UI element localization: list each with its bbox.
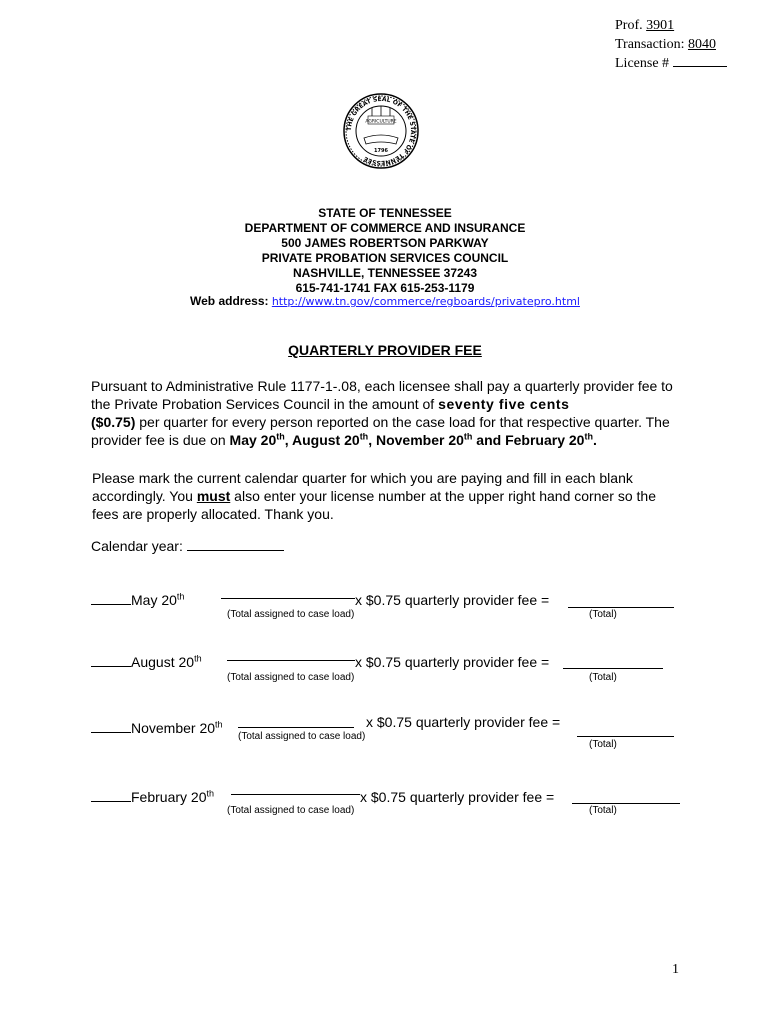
instructions-paragraph — [92, 469, 667, 523]
may-label: May 20 — [131, 592, 177, 608]
november-caseload-field[interactable] — [238, 727, 354, 728]
license-label: License # — [615, 56, 670, 71]
august-checkbox-blank[interactable] — [91, 666, 131, 667]
header-council: PRIVATE PROBATION SERVICES COUNCIL — [261, 251, 509, 265]
february-total-caption: (Total) — [589, 805, 617, 816]
prof-label: Prof. — [615, 18, 643, 33]
instructions-must: must — [196, 488, 231, 504]
license-line — [615, 54, 727, 73]
intro-amount-number: ($0.75) — [91, 414, 136, 430]
november-checkbox-blank[interactable] — [91, 732, 131, 733]
quarter-row-august: August 20th — [91, 654, 202, 670]
february-checkbox-blank[interactable] — [91, 801, 131, 802]
intro-amount-words: seventy five cents — [438, 396, 570, 412]
transaction-value: 8040 — [687, 37, 716, 52]
header-address: 500 JAMES ROBERTSON PARKWAY — [281, 236, 489, 250]
february-caseload-field[interactable] — [231, 794, 360, 795]
web-address-line — [0, 294, 770, 308]
august-caseload-caption: (Total assigned to case load) — [227, 672, 355, 683]
intro-paragraph: Pursuant to Administrative Rule 1177-1-.08, each licensee shall pay a quarterly provider fee to the Private Probation Services Council in the amount of seventy five cents ($0.75) per quarter for every person reported on the case load for that respective quarter. The provider fee is due on May 20th, August 20th, November 20th and February 20th. — [91, 378, 673, 448]
august-total-caption: (Total) — [589, 672, 617, 683]
february-fee-text: x $0.75 quarterly provider fee = — [360, 789, 555, 805]
november-fee-text: x $0.75 quarterly provider fee = — [366, 714, 561, 730]
quarter-row-february: February 20th — [91, 789, 214, 805]
may-caseload-field[interactable] — [221, 598, 355, 599]
february-label: February 20 — [131, 789, 207, 805]
intro-text-2: per quarter for every person reported on the case load for that respective quarter. The provider fee is due on — [91, 414, 670, 448]
header-department: DEPARTMENT OF COMMERCE AND INSURANCE — [244, 221, 526, 235]
web-address-link[interactable]: http://www.tn.gov/commerce/regboards/privatepro.html — [271, 295, 580, 308]
quarter-row-november: November 20th — [91, 720, 223, 736]
may-checkbox-blank[interactable] — [91, 604, 131, 605]
august-caseload-field[interactable] — [227, 660, 355, 661]
header-state: STATE OF TENNESSEE — [318, 206, 452, 220]
due-date-august: August 20th — [292, 431, 369, 448]
february-total-field[interactable] — [572, 803, 680, 804]
instructions-text-2: also enter your license number at the upper right hand corner so the fees are properly allocated. Thank you. — [92, 488, 656, 522]
prof-line — [615, 16, 727, 35]
prof-value: 3901 — [646, 18, 675, 33]
may-caseload-caption: (Total assigned to case load) — [227, 609, 355, 620]
quarter-row-may: May 20th — [91, 592, 184, 608]
august-fee-text: x $0.75 quarterly provider fee = — [355, 654, 550, 670]
header-city: NASHVILLE, TENNESSEE 37243 — [292, 266, 478, 280]
may-fee-text: x $0.75 quarterly provider fee = — [355, 592, 550, 608]
transaction-label: Transaction: — [615, 37, 685, 52]
transaction-line — [615, 35, 727, 54]
web-address-label: Web address: — [190, 294, 269, 308]
seal-year: 1796 — [374, 148, 388, 154]
august-total-field[interactable] — [563, 668, 663, 669]
page-number: 1 — [672, 962, 679, 977]
november-label: November 20 — [131, 720, 216, 736]
may-total-field[interactable] — [568, 607, 674, 608]
due-date-february: February 20th. — [505, 431, 597, 448]
header-phone: 615-741-1741 FAX 615-253-1179 — [295, 281, 475, 295]
seal-inner-word: AGRICULTURE — [365, 119, 397, 125]
november-total-field[interactable] — [577, 736, 674, 737]
november-total-caption: (Total) — [589, 739, 617, 750]
intro-text-1: Pursuant to Administrative Rule 1177-1-.08, each licensee shall pay a quarterly provider fee to the Private Probation Services Council in the amount of — [91, 378, 673, 412]
due-date-november: November 20th — [375, 431, 473, 448]
license-number-field[interactable] — [673, 66, 727, 67]
calendar-year-label: Calendar year: — [91, 538, 183, 554]
august-label: August 20 — [131, 654, 195, 670]
seal-outer-text: THE GREAT SEAL OF THE STATE OF TENNESSEE — [345, 95, 417, 167]
due-date-may: May 20th — [229, 431, 285, 448]
february-caseload-caption: (Total assigned to case load) — [227, 805, 355, 816]
may-total-caption: (Total) — [589, 609, 617, 620]
reference-block — [615, 16, 727, 73]
november-caseload-caption: (Total assigned to case load) — [238, 731, 366, 742]
page-title: QUARTERLY PROVIDER FEE — [288, 342, 482, 358]
instructions-text-1: Please mark the current calendar quarter for which you are paying and fill in each blank accordingly. You — [92, 470, 633, 504]
state-seal-icon — [342, 92, 420, 170]
calendar-year-field[interactable] — [187, 550, 284, 551]
calendar-year-line — [91, 538, 284, 554]
